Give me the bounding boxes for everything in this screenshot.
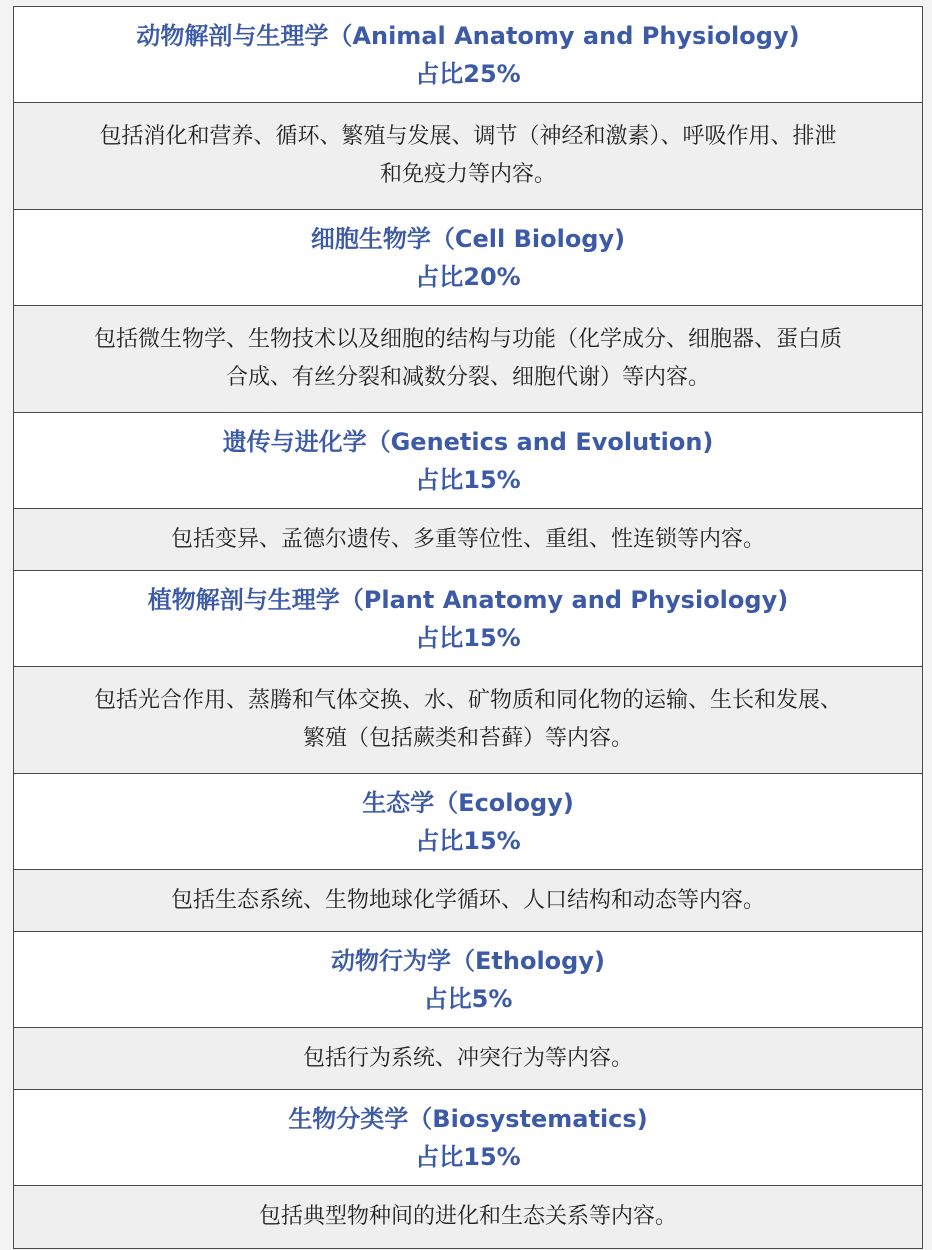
- section-description: [14, 870, 922, 932]
- section-header: [14, 571, 922, 667]
- section-share: 占比5%: [423, 984, 513, 1013]
- syllabus-table: [13, 6, 923, 1249]
- section-title: 动物解剖与生理学（Animal Anatomy and Physiology): [136, 21, 800, 50]
- section-header: [14, 1090, 922, 1186]
- description-line: 包括生态系统、生物地球化学循环、人口结构和动态等内容。: [170, 887, 765, 913]
- section-header: [14, 932, 922, 1028]
- section-header: [14, 413, 922, 509]
- section-header: [14, 7, 922, 103]
- section-description: [14, 1028, 922, 1090]
- section-description: [14, 306, 922, 413]
- section-header: [14, 774, 922, 870]
- section-share: 占比20%: [415, 262, 521, 291]
- section-title: 遗传与进化学（Genetics and Evolution): [222, 427, 714, 456]
- section-header: [14, 210, 922, 306]
- section-share: 占比15%: [415, 623, 521, 652]
- description-line: 包括光合作用、蒸腾和气体交换、水、矿物质和同化物的运输、生长和发展、: [93, 688, 842, 713]
- section-share: 占比25%: [415, 59, 521, 88]
- section-title: 植物解剖与生理学（Plant Anatomy and Physiology): [147, 585, 789, 614]
- section-title: 生态学（Ecology): [362, 788, 574, 817]
- description-line: 繁殖（包括蕨类和苔藓）等内容。: [302, 726, 633, 751]
- section-title: 动物行为学（Ethology): [331, 946, 605, 975]
- section-description: [14, 667, 922, 774]
- description-line: 包括行为系统、冲突行为等内容。: [302, 1045, 633, 1071]
- description-line: 和免疫力等内容。: [379, 162, 556, 187]
- description-line: 包括典型物种间的进化和生态关系等内容。: [258, 1204, 677, 1229]
- section-description: [14, 509, 922, 571]
- description-line: 包括消化和营养、循环、繁殖与发展、调节（神经和激素）、呼吸作用、排泄: [99, 124, 837, 149]
- section-description: [14, 1186, 922, 1248]
- section-title: 生物分类学（Biosystematics): [288, 1104, 648, 1133]
- section-description: [14, 103, 922, 210]
- section-share: 占比15%: [415, 1142, 521, 1171]
- section-share: 占比15%: [415, 826, 521, 855]
- description-line: 包括变异、孟德尔遗传、多重等位性、重组、性连锁等内容。: [170, 526, 765, 552]
- section-share: 占比15%: [415, 465, 521, 494]
- description-line: 合成、有丝分裂和减数分裂、细胞代谢）等内容。: [225, 365, 710, 390]
- section-title: 细胞生物学（Cell Biology): [310, 224, 626, 253]
- description-line: 包括微生物学、生物技术以及细胞的结构与功能（化学成分、细胞器、蛋白质: [93, 327, 842, 352]
